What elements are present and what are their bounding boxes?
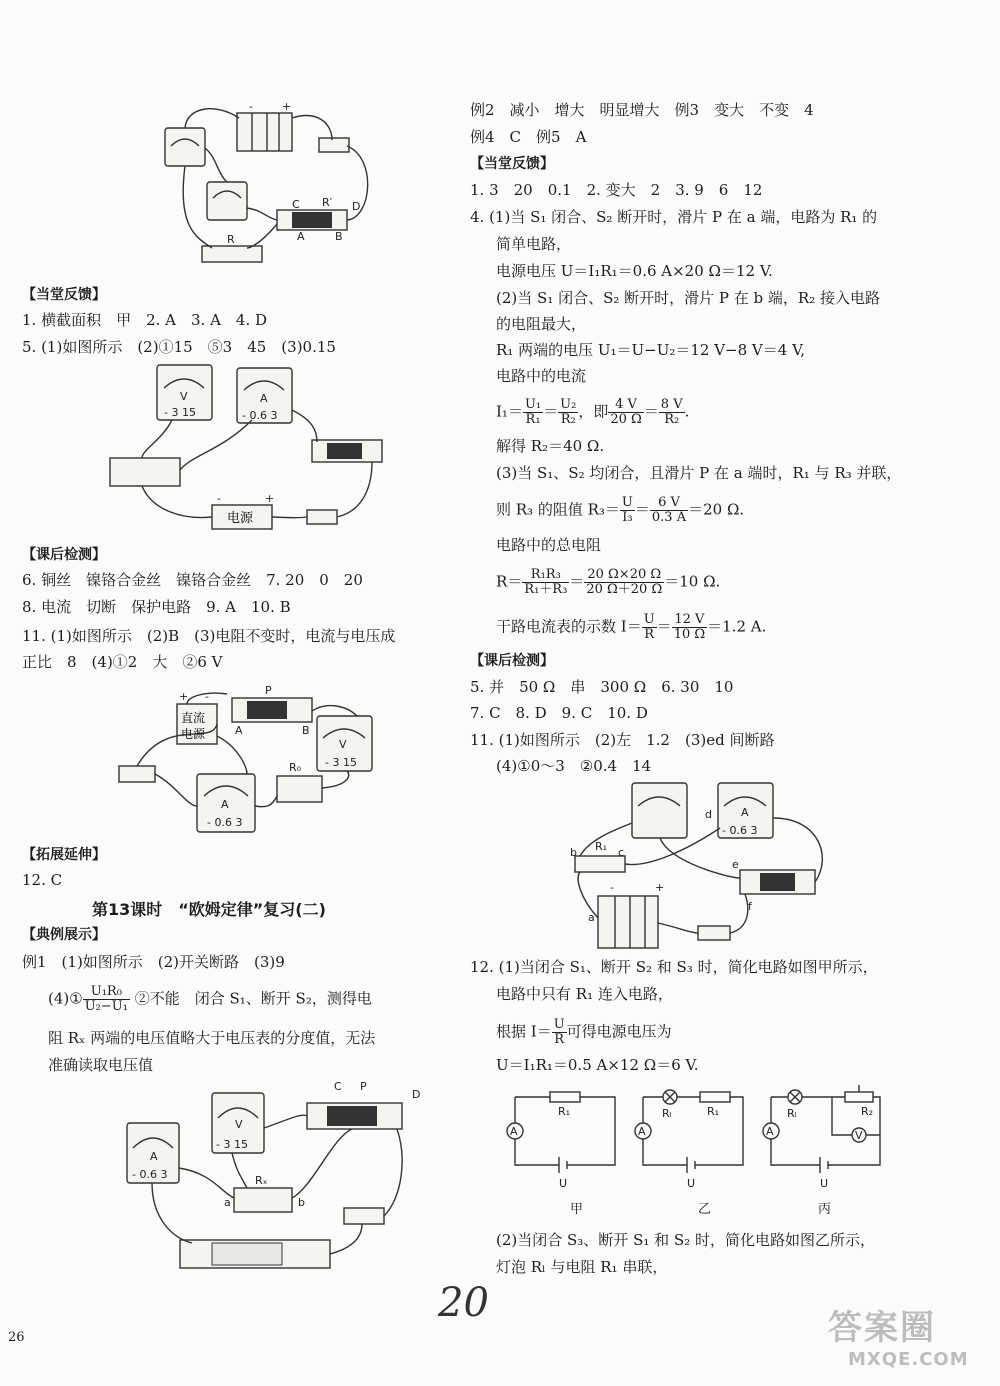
fig3-dc1: 直流 [181,711,206,725]
answer-line: R₁ 两端的电压 U₁＝U−U₂＝12 V−8 V＝4 V, [496,341,806,359]
circ-rl-yi: Rₗ [662,1107,672,1120]
fig2-source: 电源 [227,511,254,526]
answer-line: 的电阻最大， [496,315,587,333]
answer-line: 1. 3 20 0.1 2. 变大 2 3. 9 6 12 [470,181,763,199]
fig4-d: D [412,1088,421,1101]
fig4-b-point: b [298,1196,305,1209]
fig4-c: C [334,1080,342,1093]
fig3-am: A [221,798,229,811]
simplified-circuits [495,1085,890,1195]
fig3-b: B [302,724,310,737]
answer-line: 6. 铜丝 镍铬合金丝 镍铬合金丝 7. 20 0 20 [22,571,363,589]
fig4-a: A [150,1150,158,1163]
fig2-plus: + [265,492,275,505]
fig3-a: A [235,724,243,737]
fig3-minus: - [205,690,209,703]
answer-line: (2)当闭合 S₃、断开 S₁ 和 S₂ 时，简化电路如图乙所示， [496,1231,875,1249]
answer-line: (2)当 S₁ 闭合、S₂ 断开时，滑片 P 在 b 端，R₂ 接入电路 [496,289,880,307]
answer-line: 准确读取电压值 [48,1056,154,1074]
section-head-extension: 【拓展延伸】 [22,847,106,863]
answer-line-formula: 干路电流表的示数 I＝ $\frac{U}{R}$ ＝ $\frac{12 V}{10 \Omega}$ ＝1.2 A. [496,612,767,642]
circ-r2-bing: R₂ [861,1105,874,1118]
circ-u2: U [687,1177,696,1190]
circuit-label-bing: 丙 [818,1202,832,1217]
circ-a3: A [766,1125,774,1138]
circuit-label-jia: 甲 [570,1202,584,1217]
circ-a2: A [638,1125,646,1138]
answer-line: 灯泡 Rₗ 与电阻 R₁ 串联， [496,1258,668,1276]
answer-line: 12. (1)当闭合 S₁、断开 S₂ 和 S₃ 时，简化电路如图甲所示， [470,958,878,976]
fig5-a: a [588,911,595,924]
answer-line: 5. (1)如图所示 (2)①15 ⑤3 45 (3)0.15 [22,338,336,356]
fig5-am: A [741,806,749,819]
fig4-v: V [235,1118,243,1131]
fig4-p: P [360,1080,367,1093]
circuit-figure-5 [570,778,840,953]
fig3-r0: R₀ [289,761,302,774]
page-number: 26 [8,1330,25,1345]
fig5-a-scale: - 0.6 3 [722,824,758,837]
answer-line: 例2 减小 增大 明显增大 例3 变大 不变 4 [470,101,814,119]
fig5-d: d [705,808,712,821]
answer-line: (3)当 S₁、S₂ 均闭合，且滑片 P 在 a 端时，R₁ 与 R₃ 并联， [496,464,902,482]
circuit-figure-4 [112,1078,422,1278]
fig2-a-scale: - 0.6 3 [242,409,278,422]
circuit-label-yi: 乙 [698,1202,712,1217]
section-head-feedback: 【当堂反馈】 [470,156,554,172]
fig5-f: f [748,900,752,913]
fig3-dc2: 电源 [181,727,206,741]
answer-line: 解得 R₂＝40 Ω. [496,437,605,455]
fig3-v: V [339,738,347,751]
circuit-figure-2 [102,360,402,535]
answer-line-formula: I₁＝ $\frac{\text{U₁}}{\text{R₁}}$ ＝ $\frac{\text{U₂}}{\text{R₂}}$ ，即 $\frac{4 V}{20 \Omega}$ ＝ $\frac{8 V}{\text{R₂}}$ . [496,397,690,427]
answer-line: 电源电压 U＝I₁R₁＝0.6 A×20 Ω＝12 V. [496,262,773,280]
answer-line: 8. 电流 切断 保护电路 9. A 10. B [22,598,291,616]
answer-line: 12. C [22,871,63,889]
fig1-rp: R′ [322,196,333,209]
fig5-minus: - [610,881,614,894]
fig5-c: c [618,846,625,859]
answer-line: 简单电路， [496,235,572,253]
watermark-top: 答案圈 [828,1308,936,1348]
circuit-figure-1 [157,98,387,276]
fig3-plus: + [179,690,189,703]
circ-v: V [855,1129,863,1142]
circ-rl-bing: Rₗ [787,1107,797,1120]
answer-line: 电路中只有 R₁ 连入电路， [496,985,673,1003]
fig2-v-scale: - 3 15 [164,406,196,419]
answer-line: 11. (1)如图所示 (2)左 1.2 (3)ed 间断路 [470,731,775,749]
fig4-v-scale: - 3 15 [216,1138,248,1151]
answer-line: 阻 Rₓ 两端的电压值略大于电压表的分度值，无法 [48,1029,376,1047]
fig5-plus: + [655,881,665,894]
answer-line: 例1 (1)如图所示 (2)开关断路 (3)9 [22,953,285,971]
answer-line: 正比 8 (4)①2 大 ②6 V [22,653,223,671]
fig1-c: C [292,198,300,211]
fig3-v-scale: - 3 15 [325,756,357,769]
answer-line: 5. 并 50 Ω 串 300 Ω 6. 30 10 [470,678,734,696]
circuit-figure-3 [107,676,407,846]
fraction: $\frac{\text{U₁R₀}}{\text{U₂−U₁}}$ [84,984,128,1014]
circ-a1: A [510,1125,518,1138]
fig3-a-scale: - 0.6 3 [207,816,243,829]
answer-line: 例4 C 例5 A [470,128,587,146]
fig1-b: B [335,230,343,243]
answer-line-formula: R＝ $\frac{\text{R₁R₃}}{\text{R₁＋R₃}}$ ＝ $\frac{20 \Omega\times 20 \Omega}{20 \Omega+20 \Omega}$ ＝10 Ω. [496,567,721,597]
answer-line: (4)①0～3 ②0.4 14 [496,757,652,775]
handwritten-number: 20 [438,1280,489,1326]
answer-line: 电路中的总电阻 [496,536,602,554]
fig4-rx: Rₓ [255,1174,268,1187]
fig1-r: R [227,233,235,246]
circ-u1: U [559,1177,568,1190]
answer-line-formula: (4)① $\frac{\text{U₁R₀}}{\text{U₂−U₁}}$ ②不能 闭合 S₁、断开 S₂，测得电 [48,984,372,1014]
answer-line: 1. 横截面积 甲 2. A 3. A 4. D [22,311,268,329]
fig4-a-point: a [224,1196,231,1209]
answer-line: 11. (1)如图所示 (2)B (3)电阻不变时，电流与电压成 [22,627,396,645]
fig2-a: A [260,392,268,405]
section-head-feedback: 【当堂反馈】 [22,287,106,303]
answer-line: 4. (1)当 S₁ 闭合、S₂ 断开时，滑片 P 在 a 端，电路为 R₁ 的 [470,208,878,226]
fig1-minus: - [249,100,253,113]
fig2-minus: - [217,492,221,505]
answer-line: 7. C 8. D 9. C 10. D [470,704,648,722]
fig5-b: b [570,846,577,859]
fig2-v: V [180,390,188,403]
fig4-a-scale: - 0.6 3 [132,1168,168,1181]
fig1-plus: + [282,100,292,113]
answer-line-formula: 则 R₃ 的阻值 R₃＝ $\frac{U}{\text{I₃}}$ ＝ $\frac{6 V}{0.3 A}$ ＝20 Ω. [496,495,745,525]
watermark-logo [828,1300,969,1370]
section-head-examples: 【典例展示】 [22,927,106,943]
circ-u3: U [820,1177,829,1190]
fig1-d: D [352,200,361,213]
fig5-r1: R₁ [595,840,608,853]
circ-r1-jia: R₁ [558,1105,571,1118]
circ-r1-yi: R₁ [707,1105,720,1118]
fig1-a: A [297,230,305,243]
lesson-title: 第13课时 “欧姆定律”复习(二) [92,900,326,919]
answer-line: 电路中的电流 [496,367,587,385]
section-head-after-class: 【课后检测】 [22,547,106,563]
answer-line: U＝I₁R₁＝0.5 A×12 Ω＝6 V. [496,1056,699,1074]
fig5-e: e [732,858,739,871]
watermark-bottom: MXQE.COM [848,1349,969,1370]
section-head-after-class: 【课后检测】 [470,653,554,669]
answer-line-formula: 根据 I＝ $\frac{U}{R}$ 可得电源电压为 [496,1017,672,1047]
fig3-p: P [265,684,272,697]
